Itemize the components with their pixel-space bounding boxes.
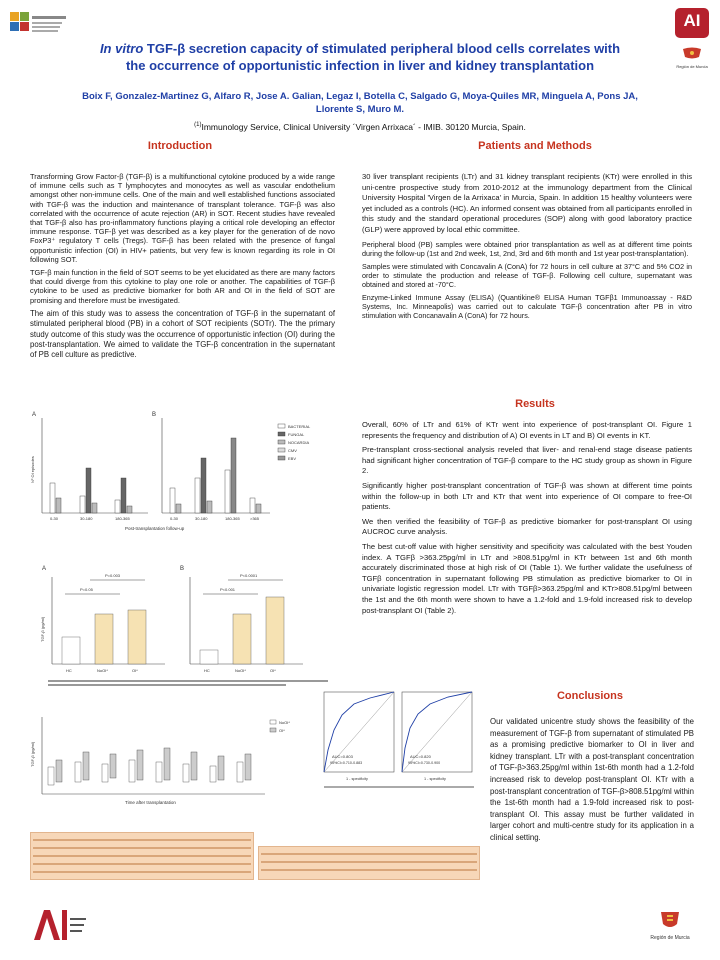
fig1a-bar — [86, 468, 91, 513]
figure-1 — [30, 408, 340, 538]
legend-swatch — [278, 424, 285, 428]
legend-swatch — [278, 456, 285, 460]
intro-paragraph-3: The aim of this study was to assess the concentration of TGF-β in the supernatant of stimulated peripheral blood (PB) in a cohort of SOT recipients (SOTr). The the primary study outcome of this study was the occurrence of opportunistic infection (OI) during the post-transplantation. We aimed to validate the TGF-β concentration in the supernatant of PB cell culture as predictive. — [30, 308, 335, 360]
murcia-shield-icon — [675, 47, 709, 59]
fig2-pvalue-b1: P<0.0001 — [240, 573, 258, 578]
figure-2 — [40, 562, 340, 692]
fig1a-tick: 0-30 — [50, 516, 59, 521]
fig2-pvalue-a1: P=0.003 — [105, 573, 121, 578]
legend-swatch — [278, 432, 285, 436]
fig1b-bar — [170, 488, 175, 513]
region-murcia-logo-top — [675, 46, 709, 69]
legend-nocardia: NOCARDIA — [288, 440, 310, 445]
fig3-box — [110, 754, 116, 778]
fig2b-tick: NoOI* — [235, 668, 246, 673]
fig1-legend — [278, 424, 311, 461]
region-murcia-logo-bottom — [640, 910, 700, 940]
fig2a-tick: HC — [66, 668, 72, 673]
ai-logo-bottom — [30, 904, 90, 944]
figure-4 — [320, 690, 480, 790]
fig3-box — [56, 760, 62, 782]
fig3-box — [129, 760, 135, 782]
methods-paragraph-2: Peripheral blood (PB) samples were obtained prior transplantation as well as at different time points during the follow-up (1st and 2nd week, 1st, 2nd, 3rd and 6th month and 1st year post-transplantation). — [362, 239, 692, 258]
fig2a-bar — [128, 610, 146, 664]
fig1-panel-b-bars — [170, 438, 261, 513]
ai-logo-top-text: AI — [683, 11, 701, 30]
fig1a-bar — [50, 483, 55, 513]
results-paragraph-5: The best cut-off value with higher sensitivity and specificity was calculated with the best Youden index. A TGFβ >363.25pg/ml in LTr and >808.51pg/ml in KTr between 1st and 6th month accurately discriminated those at high risk of OI (Table 1). We further validate the usefulness of TGFβ concentration in supernatant following PB stimulation as predictive biomarker to OI in univariate logistic regression model. LTr with TGFβ>363.25pg/ml and KTr>808.51pg/ml between the 1st and the 6th month were shown to have a 1.2-fold and 1.9-fold increased risk to develop post-transplant OI (Table 2). — [362, 541, 692, 615]
fig1a-bar — [121, 478, 126, 513]
affiliation-text: Immunology Service, Clinical University ´Virgen Arrixaca´ - IMIB. 30120 Murcia, Spain. — [201, 122, 526, 132]
murcia-crest-icon — [655, 910, 685, 930]
conclusions-heading: Conclusions — [556, 690, 623, 702]
roc-a-xlabel: 1 - specificity — [346, 777, 368, 781]
results-paragraph-4: We then verified the feasibility of TGF-β as predictive biomarker for post-transplant OI using AUCROC curve analysis. — [362, 516, 692, 537]
affiliation-sup: (1) — [194, 122, 202, 129]
fig1-ylabel: Nº OI episodes — [30, 456, 35, 483]
imib-logo-icon — [8, 10, 70, 42]
fig2a-tick: NoOI* — [97, 668, 108, 673]
fig4-caption-placeholder — [324, 786, 474, 788]
authors — [20, 90, 700, 116]
fig3-box — [191, 752, 197, 780]
fig2-panel-b-label: B — [180, 566, 185, 572]
legend-ebv: EBV — [288, 456, 297, 461]
fig3-xlabel: Time after transplantation — [125, 800, 176, 805]
fig1b-bar — [225, 470, 230, 513]
fig3-box — [164, 748, 170, 780]
fig2-panel-a-label: A — [42, 566, 47, 572]
affiliation — [80, 122, 640, 132]
fig1b-bar — [256, 504, 261, 513]
fig2b-bar — [200, 650, 218, 664]
fig2-ylabel: TGF-β (pg/ml) — [40, 616, 45, 642]
fig3-box — [183, 764, 189, 782]
roc-b-ci: 95%CI=0.730-0.900 — [408, 761, 441, 765]
roc-a-auc: AUC=0.803 — [332, 754, 353, 759]
fig2b-bar — [233, 614, 251, 664]
methods-heading: Patients and Methods — [478, 140, 592, 152]
fig1a-bar — [127, 506, 132, 513]
fig1b-bar — [250, 498, 255, 513]
results-paragraph-2: Pre-transplant cross-sectional analysis reveled that liver- and renal-end stage disease patients had significant higher concentration of TGF-β compare to the HC study group as shown in Figure 2. — [362, 445, 692, 476]
ai-logo-bottom-icon — [30, 904, 90, 944]
results-body — [362, 420, 692, 620]
introduction-heading: Introduction — [147, 140, 213, 152]
figure-1-chart — [30, 408, 340, 538]
fig1-panel-a-label: A — [32, 412, 37, 418]
fig3-ylabel: TGF-β (pg/ml) — [30, 741, 35, 767]
title-italic: In vitro — [99, 41, 144, 56]
fig3-box — [245, 754, 251, 780]
fig3-box — [210, 766, 216, 782]
fig3-box — [102, 764, 108, 782]
legend-bacterial: BACTERIAL — [288, 424, 311, 429]
fig1b-bar — [231, 438, 236, 513]
fig1a-bar — [92, 503, 97, 513]
title-line1: TGF-β secretion capacity of stimulated peripheral blood cells correlates with — [143, 41, 621, 56]
fig3-box — [75, 762, 81, 782]
fig3-box — [156, 762, 162, 782]
region-murcia-top-text: Región de Murcia — [676, 64, 708, 69]
fig3-box — [237, 762, 243, 782]
fig3-box — [218, 756, 224, 780]
fig1a-bar — [80, 496, 85, 513]
methods-paragraph-4: Enzyme-Linked Immune Assay (ELISA) (Quantikine® ELISA Human TGFβ1 Immunoassay - R&D Systems, Inc. Minneapolis) was carried out to calculate TGF-β concentration after PB in vitro stimulation with Concanavalin A (ConA) for 72 hours. — [362, 292, 692, 320]
fig1b-tick: 30-180 — [195, 516, 208, 521]
fig1a-tick: 30-180 — [80, 516, 93, 521]
roc-b-auc: AUC=0.820 — [410, 754, 431, 759]
fig1a-bar — [115, 500, 120, 513]
table-1 — [30, 832, 254, 880]
figure-2-chart — [40, 562, 340, 692]
fig2b-tick: HC — [204, 668, 210, 673]
poster-title — [90, 40, 630, 74]
fig1b-tick: >365 — [250, 516, 260, 521]
results-paragraph-1: Overall, 60% of LTr and 61% of KTr went into experience of post-transplant OI. Figure 1 represents the frequency and distribution of A) OI events in LT and B) OI events in KT. — [362, 420, 692, 440]
fig2-pvalue-a2: P=0.05 — [80, 587, 93, 592]
fig2-caption-placeholder — [48, 680, 328, 690]
methods-paragraph-1: 30 liver transplant recipients (LTr) and 31 kidney transplant recipients (KTr) were enrolled in this uni-centre prospective study from 2010-2012 at the immunology department from the Clinical University Hospital 'Virgen de la Arrixaca' in Murcia, Spain. In addition 15 healthy volunteers were yet included as a controls (HC). An informed consent was obtained from all participants enrolled in this study and the standard operational procedures (SOP) along with good laboratory practice (GLP) were approved by local ethic committee. — [362, 172, 692, 234]
fig2a-tick: OI* — [132, 668, 138, 673]
results-heading: Results — [515, 398, 555, 410]
fig1b-bar — [176, 504, 181, 513]
fig1b-tick: 180-365 — [225, 516, 240, 521]
legend-swatch — [278, 440, 285, 444]
fig1b-bar — [201, 458, 206, 513]
legend-cmv: CMV — [288, 448, 297, 453]
fig1b-bar — [207, 501, 212, 513]
authors-line2: Llorente S, Muro M. — [315, 104, 405, 115]
figure-3 — [30, 712, 320, 812]
results-paragraph-3: Significantly higher post-transplant concentration of TGF-β was shown at different time points within the follow-up in both LTr and KTr that went into experience of OI compare to free-OI patients. — [362, 480, 692, 512]
introduction-body — [30, 172, 335, 365]
region-murcia-bottom-text: Región de Murcia — [650, 935, 690, 941]
fig2-pvalue-b2: P<0.001 — [220, 587, 236, 592]
fig1a-bar — [56, 498, 61, 513]
ai-logo-top — [675, 8, 709, 38]
fig3-box — [137, 750, 143, 780]
fig3-boxes — [48, 748, 251, 785]
legend-swatch — [278, 448, 285, 452]
intro-paragraph-2: TGF-β main function in the field of SOT seems to be yet elucidated as there are many factors that could diverge from this cytokine to play one role or another. The capabilities of TGF-β cytokine to be used as predictive biomarker for both AR and OI in the field of SOT are promising and therefore must be investigated. — [30, 268, 335, 305]
fig3-legend-swatch — [270, 720, 276, 724]
fig1a-tick: 180-365 — [115, 516, 130, 521]
fig1-xlabel: Post-transplantation follow-up — [125, 526, 185, 531]
title-line2: the occurrence of opportunistic infection in liver and kidney transplantation — [125, 58, 595, 73]
imib-logo — [8, 10, 70, 42]
fig3-legend-swatch — [270, 728, 276, 732]
fig2b-tick: OI* — [270, 668, 276, 673]
fig1b-bar — [195, 478, 200, 513]
fig3-box — [83, 752, 89, 780]
fig3-box — [48, 767, 54, 785]
methods-paragraph-3: Samples were stimulated with Concavalin A (ConA) for 72 hours in cell culture at 37°C and 5% CO2 in order to stimulate the production and release of TGF-β. Following cell culture, supernatant was obtained and stored at -70°C. — [362, 261, 692, 289]
legend-fungal: FUNGAL — [288, 432, 305, 437]
fig3-legend-oi: OI* — [279, 728, 285, 733]
authors-line1: Boix F, Gonzalez-Martinez G, Alfaro R, Jose A. Galian, Legaz I, Botella C, Salgado G, Moya-Quiles MR, Minguela A, Pons JA, — [82, 91, 638, 102]
figure-4-chart — [320, 690, 480, 790]
intro-paragraph-1: Transforming Grow Factor-β (TGF-β) is a multifunctional cytokine produced by a wide range of immune cells such as T lymphocytes and monocytes as well as vascular endothelium amongst other non-immune cells. One of the main and well established functions associated with TGF-β was the induction and maintenance of transplant tolerance. TGF-β was also correlated with the occurrence of acute rejection (AR) in SOT. Recent studies have revealed that TGF-β also has pro-inflammatory functions playing a critical role developing an effector immune response. TGF-β yet was described as a key player for the generation of de novo FoxP3⁺ regulatory T cells (Tregs). TGF-β has been related with the presence of fungal opportunistic infection (OI) in HIV+ patients, but very few is known regarding its role in OI following SOT. — [30, 172, 335, 264]
fig1b-tick: 0-30 — [170, 516, 179, 521]
roc-b-xlabel: 1 - specificity — [424, 777, 446, 781]
roc-a-ci: 95%CI=0.710-0.883 — [330, 761, 363, 765]
conclusions-body: Our validated unicentre study shows the feasibility of the measurement of TGF-β from supernatant of stimulated PB as a promising predictive biomarker to OI in liver and kidney transplant. LTr with a post-transplant concentration of TGF-β>363.25pg/ml within 1st-6th month had a 1.2-fold increased risk to develop post-transplant OI. KTr with a post-transplant concentration of TGF-β>808.51pg/ml within the 1st-6th month had a 1.9-fold increased risk to post-transplant OI. This assay must be further validated in larger cohort and multi-centre study for its application in a clinical setting. — [490, 717, 694, 842]
fig1-panel-a-bars — [50, 468, 132, 513]
table-2 — [258, 846, 480, 880]
fig3-legend-nooi: NoOI* — [279, 720, 290, 725]
methods-body — [362, 172, 692, 324]
fig2a-bar — [62, 637, 80, 664]
figure-3-chart — [30, 712, 320, 812]
fig1-panel-b-label: B — [152, 412, 157, 418]
fig2a-bar — [95, 614, 113, 664]
fig2b-bar — [266, 597, 284, 664]
